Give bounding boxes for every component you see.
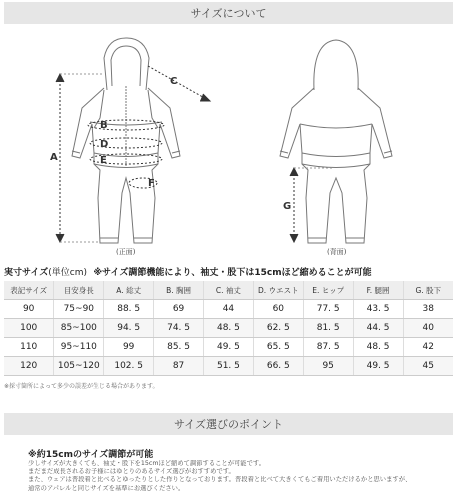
label-d: D bbox=[100, 139, 109, 150]
table-cell: 48. 5 bbox=[204, 319, 254, 338]
table-cell: 110 bbox=[4, 338, 54, 357]
header-cell: G. 股下 bbox=[403, 281, 453, 300]
header-cell: B. 胸囲 bbox=[154, 281, 204, 300]
size-info-title: サイズについて bbox=[190, 7, 267, 20]
back-caption: (背面) bbox=[327, 248, 347, 256]
table-cell: 40 bbox=[403, 319, 453, 338]
header-cell: E. ヒップ bbox=[303, 281, 353, 300]
point-line: まだまだ成長されるお子様にはゆとりのあるサイズ選びがおすすめです。 bbox=[28, 468, 235, 476]
front-caption: (正面) bbox=[116, 248, 136, 256]
front-suit-illustration bbox=[72, 38, 180, 243]
table-cell: 85~100 bbox=[54, 319, 104, 338]
table-cell: 74. 5 bbox=[154, 319, 204, 338]
size-heading-note: ※サイズ調節機能により、袖丈・股下は15cmほど縮めることが可能 bbox=[93, 268, 372, 278]
measurement-footnote: ※採寸箇所によって多少の誤差が生じる場合があります。 bbox=[4, 383, 159, 390]
table-cell: 42 bbox=[403, 338, 453, 357]
table-cell: 75~90 bbox=[54, 300, 104, 319]
table-cell: 105~120 bbox=[54, 357, 104, 376]
table-cell: 66. 5 bbox=[253, 357, 303, 376]
point-body bbox=[28, 460, 448, 493]
header-cell: F. 腿囲 bbox=[353, 281, 403, 300]
point-title: ※約15cmのサイズ調節が可能 bbox=[28, 450, 154, 460]
table-cell: 85. 5 bbox=[154, 338, 204, 357]
point-line: また、ウェアは普段着と比べるとゆったりとした作りとなっております。普段着と比べて大きくてもご着用いただけるかと思いますが、 bbox=[28, 476, 412, 484]
table-cell: 102. 5 bbox=[104, 357, 154, 376]
header-cell: 目安身長 bbox=[54, 281, 104, 300]
table-cell: 38 bbox=[403, 300, 453, 319]
table-cell: 45 bbox=[403, 357, 453, 376]
label-g: G bbox=[283, 201, 292, 212]
table-row bbox=[4, 300, 453, 319]
front-measurements bbox=[56, 66, 210, 242]
table-row bbox=[4, 338, 453, 357]
table-cell: 120 bbox=[4, 357, 54, 376]
table-cell: 88. 5 bbox=[104, 300, 154, 319]
table-cell: 90 bbox=[4, 300, 54, 319]
size-table-heading bbox=[4, 265, 372, 278]
size-points-banner bbox=[4, 413, 453, 435]
table-cell: 95~110 bbox=[54, 338, 104, 357]
back-suit-illustration bbox=[280, 40, 392, 243]
size-diagram bbox=[0, 28, 457, 260]
table-cell: 48. 5 bbox=[353, 338, 403, 357]
table-cell: 51. 5 bbox=[204, 357, 254, 376]
point-line: 少しサイズが大きくても、袖丈・股下を15cmほど縮めて調節することが可能です。 bbox=[28, 460, 265, 467]
table-cell: 60 bbox=[253, 300, 303, 319]
table-cell: 62. 5 bbox=[253, 319, 303, 338]
size-table-header-row bbox=[4, 281, 453, 300]
label-f: F bbox=[148, 178, 155, 189]
table-cell: 43. 5 bbox=[353, 300, 403, 319]
table-cell: 94. 5 bbox=[104, 319, 154, 338]
label-b: B bbox=[100, 120, 108, 131]
table-cell: 99 bbox=[104, 338, 154, 357]
table-row bbox=[4, 319, 453, 338]
table-cell: 49. 5 bbox=[204, 338, 254, 357]
size-points-title: サイズ選びのポイント bbox=[173, 418, 284, 431]
table-cell: 95 bbox=[303, 357, 353, 376]
label-c: C bbox=[170, 76, 178, 87]
size-heading-title: 実寸サイズ bbox=[4, 268, 49, 278]
label-a: A bbox=[50, 152, 58, 163]
table-cell: 44 bbox=[204, 300, 254, 319]
table-cell: 44. 5 bbox=[353, 319, 403, 338]
table-cell: 87. 5 bbox=[303, 338, 353, 357]
table-cell: 81. 5 bbox=[303, 319, 353, 338]
point-line: 通常のアパレルと同じサイズを基準にお選びください。 bbox=[28, 484, 185, 492]
table-cell: 49. 5 bbox=[353, 357, 403, 376]
table-cell: 65. 5 bbox=[253, 338, 303, 357]
header-cell: 表記サイズ bbox=[4, 281, 54, 300]
header-cell: A. 総丈 bbox=[104, 281, 154, 300]
size-info-banner bbox=[4, 2, 453, 24]
size-table bbox=[4, 281, 453, 376]
table-cell: 100 bbox=[4, 319, 54, 338]
label-e: E bbox=[100, 155, 107, 166]
table-cell: 77. 5 bbox=[303, 300, 353, 319]
header-cell: D. ウエスト bbox=[253, 281, 303, 300]
table-cell: 69 bbox=[154, 300, 204, 319]
table-row bbox=[4, 357, 453, 376]
size-heading-unit: (単位cm) bbox=[48, 268, 88, 278]
header-cell: C. 袖丈 bbox=[204, 281, 254, 300]
table-cell: 87 bbox=[154, 357, 204, 376]
